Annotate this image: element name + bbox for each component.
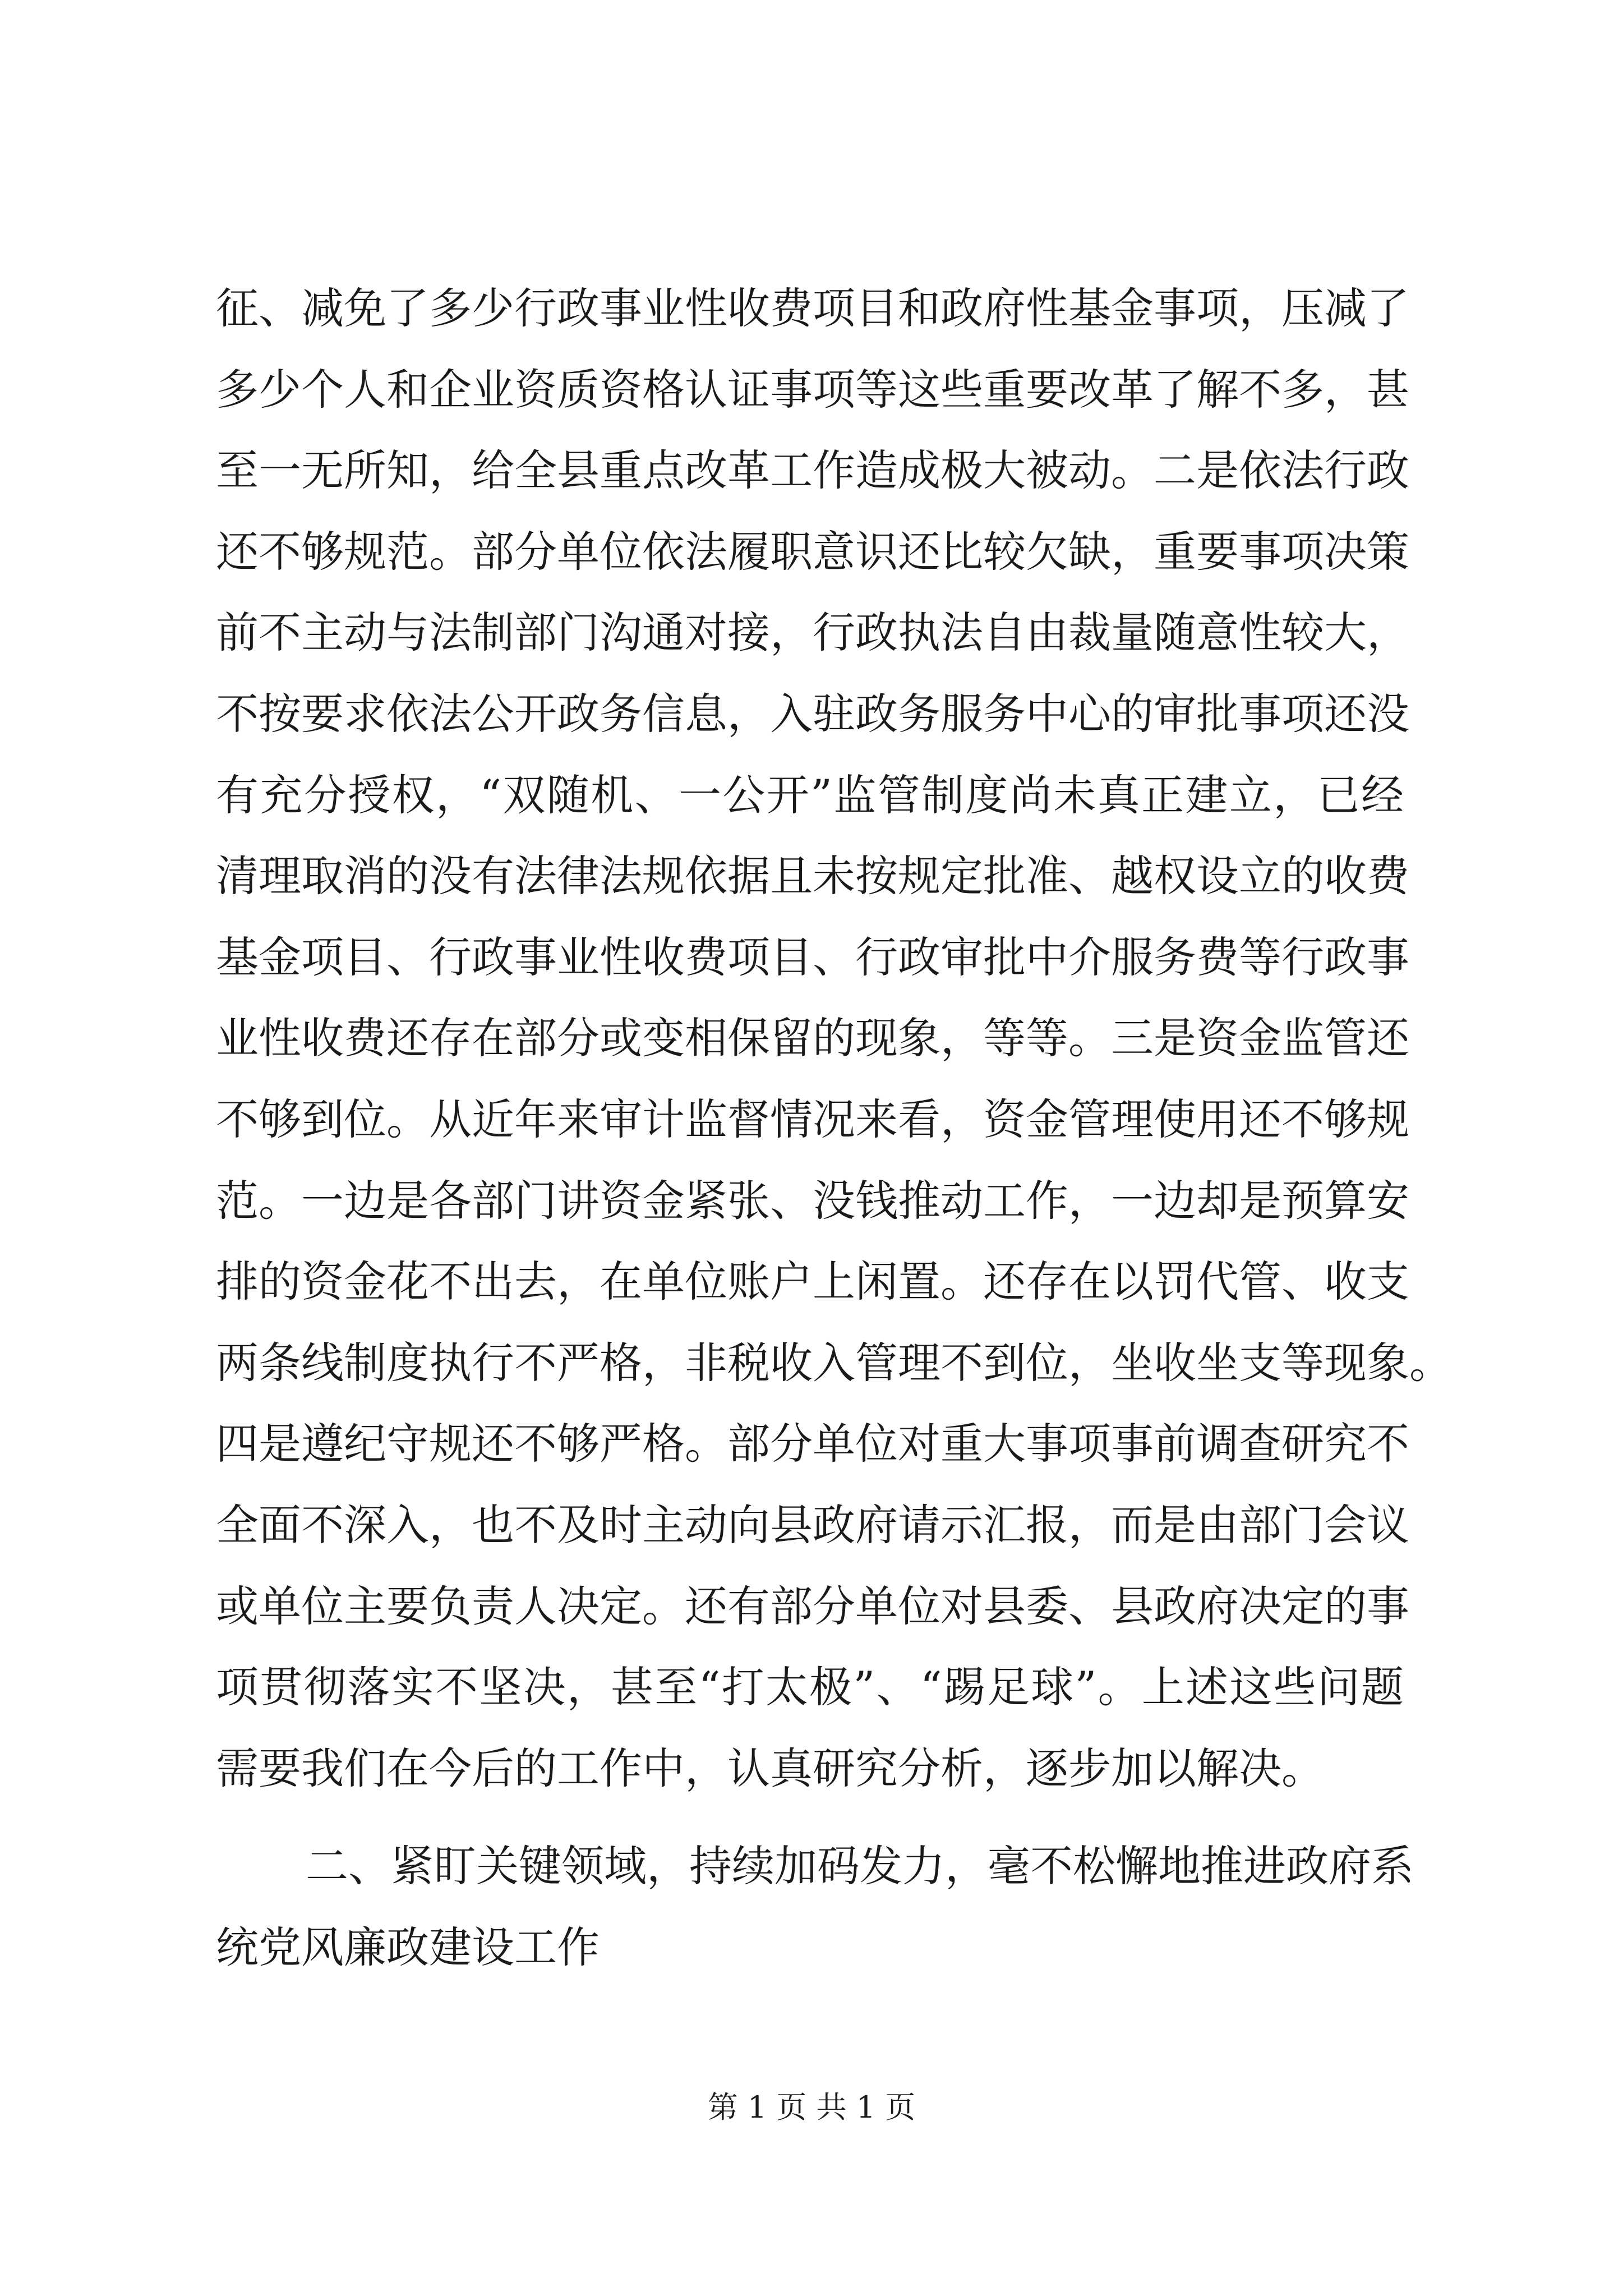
page-number: 第 1 页 共 1 页 bbox=[707, 2090, 916, 2125]
paragraph-line: 多少个人和企业资质资格认证事项等这些重要改革了解不多，甚 bbox=[216, 364, 1409, 415]
paragraph-line: 范。一边是各部门讲资金紧张、没钱推动工作，一边却是预算安 bbox=[216, 1175, 1409, 1226]
paragraph-line: 四是遵纪守规还不够严格。部分单位对重大事项事前调查研究不 bbox=[216, 1419, 1409, 1469]
paragraph-line: 有充分授权，“双随机、一公开”监管制度尚未真正建立，已经 bbox=[216, 770, 1404, 820]
paragraph-line: 清理取消的没有法律法规依据且未按规定批准、越权设立的收费 bbox=[216, 851, 1409, 901]
paragraph-line: 全面不深入，也不及时主动向县政府请示汇报，而是由部门会议 bbox=[216, 1499, 1409, 1550]
section-heading-line: 二、紧盯关键领域，持续加码发力，毫不松懈地推进政府系 bbox=[306, 1841, 1414, 1892]
section-heading-line: 统党风廉政建设工作 bbox=[216, 1922, 600, 1972]
paragraph-line: 征、减免了多少行政事业性收费项目和政府性基金事项，压减了 bbox=[216, 283, 1409, 333]
body-text bbox=[216, 268, 1452, 1988]
paragraph-line: 排的资金花不出去，在单位账户上闲置。还存在以罚代管、收支 bbox=[216, 1257, 1409, 1307]
paragraph-line: 业性收费还存在部分或变相保留的现象，等等。三是资金监管还 bbox=[216, 1013, 1409, 1064]
paragraph-gap bbox=[216, 1809, 1404, 1826]
paragraph-line: 不按要求依法公开政务信息，入驻政务服务中心的审批事项还没 bbox=[216, 688, 1409, 739]
paragraph-line: 前不主动与法制部门沟通对接，行政执法自由裁量随意性较大， bbox=[216, 608, 1409, 658]
paragraph-line: 两条线制度执行不严格，非税收入管理不到位，坐收坐支等现象。 bbox=[216, 1337, 1452, 1388]
paragraph-line: 至一无所知，给全县重点改革工作造成极大被动。二是依法行政 bbox=[216, 445, 1409, 496]
paragraph-line: 基金项目、行政事业性收费项目、行政审批中介服务费等行政事 bbox=[216, 932, 1409, 982]
paragraph-line: 需要我们在今后的工作中，认真研究分析，逐步加以解决。 bbox=[216, 1743, 1324, 1793]
paragraph-line: 或单位主要负责人决定。还有部分单位对县委、县政府决定的事 bbox=[216, 1581, 1409, 1631]
paragraph-line: 还不够规范。部分单位依法履职意识还比较欠缺，重要事项决策 bbox=[216, 526, 1409, 577]
paragraph-line: 项贯彻落实不坚决，甚至“打太极”、“踢足球”。上述这些问题 bbox=[216, 1662, 1404, 1713]
paragraph-line: 不够到位。从近年来审计监督情况来看，资金管理使用还不够规 bbox=[216, 1094, 1409, 1144]
